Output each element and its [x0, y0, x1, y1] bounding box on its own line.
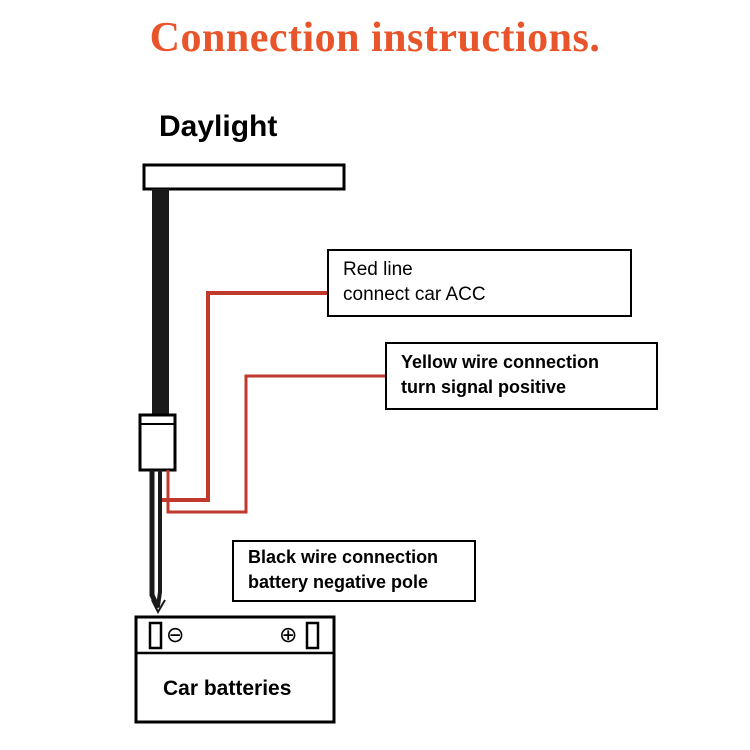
battery-terminal-negative-symbol: ⊖ [166, 622, 185, 647]
red-wire [160, 293, 327, 500]
callout-red-line [327, 249, 632, 317]
battery-terminal-positive-symbol: ⊕ [279, 622, 298, 647]
page-title: Connection instructions. [149, 15, 601, 61]
battery-label: Car batteries [163, 677, 292, 700]
black-wire-branch [158, 470, 160, 606]
battery-terminal-negative-post [150, 623, 161, 648]
daylight-label: Daylight [159, 110, 278, 143]
daylight-bar [144, 165, 344, 189]
callout-yellow-line1: Yellow wire connection [401, 352, 600, 372]
black-wire [152, 470, 158, 608]
callout-black-line1: Black wire connection [248, 547, 439, 567]
callout-yellow-line2: turn signal positive [401, 377, 567, 397]
callout-yellow-wire [385, 342, 658, 410]
callout-red-line2: connect car ACC [343, 284, 486, 305]
main-cable-sheath [152, 189, 169, 415]
callout-black-line2: battery negative pole [248, 572, 429, 592]
callout-red-line1: Red line [343, 259, 413, 280]
callout-black-wire [232, 540, 476, 602]
yellow-wire [168, 376, 385, 512]
battery-terminal-positive-post [307, 623, 318, 648]
